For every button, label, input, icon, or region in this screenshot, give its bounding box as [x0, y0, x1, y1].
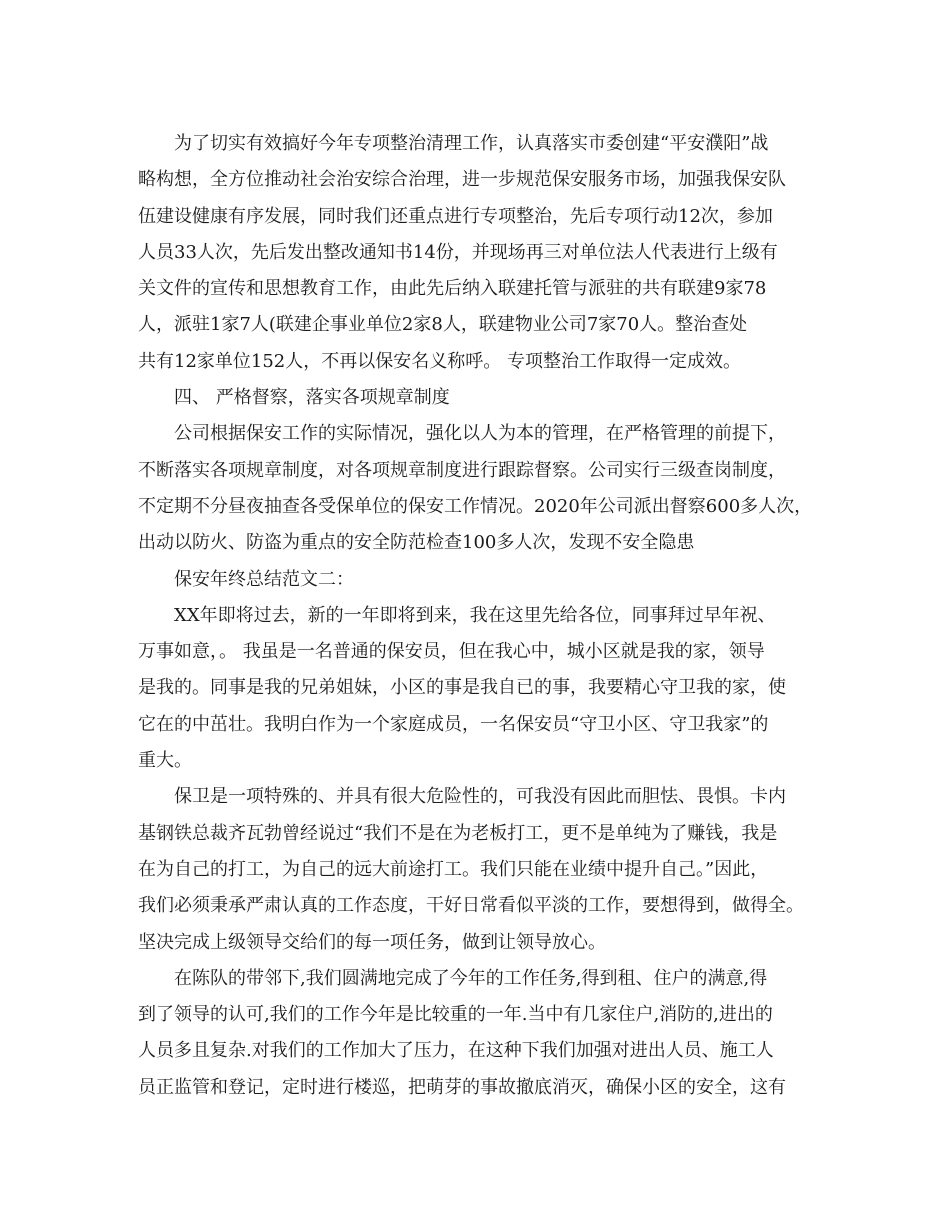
text-line: 是我的。同事是我的兄弟姐妹，小区的事是我自已的事，我要精心守卫我的家，使 — [138, 677, 786, 699]
text-line: 在为自己的打工，为自己的远大前途打工。我们只能在业绩中提升自己。”因此， — [138, 858, 769, 880]
document-body — [138, 126, 824, 1106]
text-line: 不定期不分昼夜抽查各受保单位的保安工作情况。2020年公司派出督察600多人次， — [138, 495, 813, 517]
text-line: 万事如意，。 我虽是一名普通的保安员，但在我心中，城小区就是我的家，领导 — [138, 641, 765, 663]
text-line: 略构想，全方位推动社会治安综合治理，进一步规范保安服务市场，加强我保安队 — [138, 169, 786, 191]
text-line: 重大。 — [138, 750, 192, 772]
text-line: 共有12家单位152人，不再以保安名义称呼。 专项整治工作取得一定成效。 — [138, 350, 741, 372]
text-line: 基钢铁总裁齐瓦勃曾经说过“我们不是在为老板打工，更不是单纯为了赚钱，我是 — [138, 822, 778, 844]
text-line: 它在的中茁壮。我明白作为一个家庭成员，一名保安员“守卫小区、守卫我家”的 — [138, 713, 769, 735]
text-line: 在陈队的带邻下,我们圆满地完成了今年的工作任务,得到租、住户的满意,得 — [174, 967, 768, 989]
text-line: 到了领导的认可,我们的工作今年是比较重的一年.当中有几家住户,消防的,进出的 — [138, 1004, 773, 1026]
text-line: 为了切实有效搞好今年专项整治清理工作，认真落实市委创建“平安濮阳”战 — [174, 133, 769, 154]
text-line: 坚决完成上级领导交给们的每一项任务，做到让领导放心。 — [138, 931, 606, 953]
text-line: 公司根据保安工作的实际情况，强化以人为本的管理，在严格管理的前提下， — [174, 423, 786, 445]
text-line: 四、 严格督察，落实各项规章制度 — [174, 387, 450, 409]
text-line: 人，派驻1家7人(联建企事业单位2家8人，联建物业公司7家70人。整治查处 — [138, 314, 748, 336]
text-line: 不断落实各项规章制度，对各项规章制度进行跟踪督察。公司实行三级查岗制度， — [138, 459, 786, 481]
text-line: 保卫是一项特殊的、并具有很大危险性的，可我没有因此而胆怯、畏惧。卡内 — [174, 786, 786, 808]
text-line: 人员33人次，先后发出整改通知书14份，并现场再三对单位法人代表进行上级有 — [138, 241, 778, 263]
text-line: XX年即将过去，新的一年即将到来，我在这里先给各位，同事拜过早年祝、 — [174, 604, 776, 626]
text-line: 人员多且复杂.对我们的工作加大了压力，在这种下我们加强对进出人员、施工人 — [138, 1040, 774, 1062]
text-line: 保安年终总结范文二： — [174, 568, 354, 590]
text-line: 出动以防火、防盗为重点的安全防范检查100多人次，发现不安全隐患 — [138, 532, 695, 554]
text-line: 我们必须秉承严肃认真的工作态度，干好日常看似平淡的工作，要想得到，做得全。 — [138, 895, 804, 917]
text-line: 员正监管和登记，定时进行楼巡，把萌芽的事故撤底消灭，确保小区的安全，这有 — [138, 1076, 786, 1098]
text-line: 伍建设健康有序发展，同时我们还重点进行专项整治，先后专项行动12次，参加 — [138, 205, 773, 227]
text-line: 关文件的宣传和思想教育工作，由此先后纳入联建托管与派驻的共有联建9家78 — [138, 278, 767, 300]
